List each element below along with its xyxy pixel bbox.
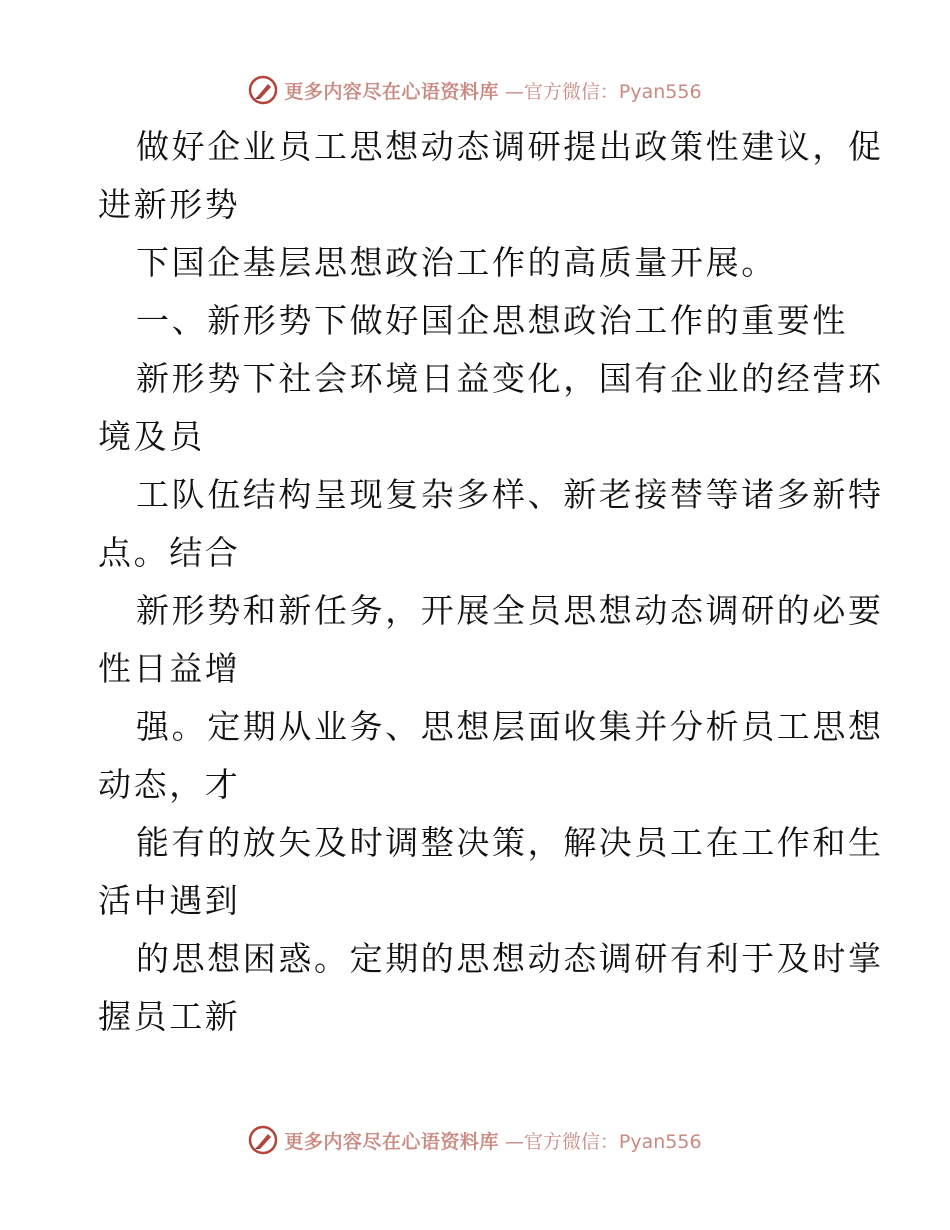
header-watermark [0, 70, 950, 110]
body-line: 新形势和新任务，开展全员思想动态调研的必要 [136, 591, 884, 630]
body-line: 握员工新 [98, 997, 241, 1036]
footer-watermark [0, 1120, 950, 1160]
body-line: 能有的放矢及时调整决策，解决员工在工作和生 [136, 823, 884, 862]
watermark-text: 更多内容尽在心语资料库 [284, 1130, 499, 1153]
body-line: 点。结合 [98, 533, 241, 572]
pen-logo-icon [248, 75, 278, 105]
section-heading: 一、新形势下做好国企思想政治工作的重要性 [136, 301, 848, 340]
body-line: 的思想困惑。定期的思想动态调研有利于及时掌 [136, 939, 884, 978]
document-body [98, 118, 884, 1046]
body-line: 下国企基层思想政治工作的高质量开展。 [136, 243, 777, 282]
body-line: 强。定期从业务、思想层面收集并分析员工思想 [136, 707, 884, 746]
body-line: 进新形势 [98, 185, 241, 224]
body-line: 境及员 [98, 417, 205, 456]
body-line: 做好企业员工思想动态调研提出政策性建议，促 [136, 127, 884, 166]
body-line: 工队伍结构呈现复杂多样、新老接替等诸多新特 [136, 475, 884, 514]
body-line: 新形势下社会环境日益变化，国有企业的经营环 [136, 359, 884, 398]
body-line: 性日益增 [98, 649, 241, 688]
watermark-text: 更多内容尽在心语资料库 [284, 80, 499, 103]
watermark-wechat: —官方微信：Pyan556 [504, 1130, 702, 1153]
pen-logo-icon [248, 1125, 278, 1155]
body-line: 动态，才 [98, 765, 241, 804]
body-line: 活中遇到 [98, 881, 241, 920]
watermark-wechat: —官方微信：Pyan556 [504, 80, 702, 103]
